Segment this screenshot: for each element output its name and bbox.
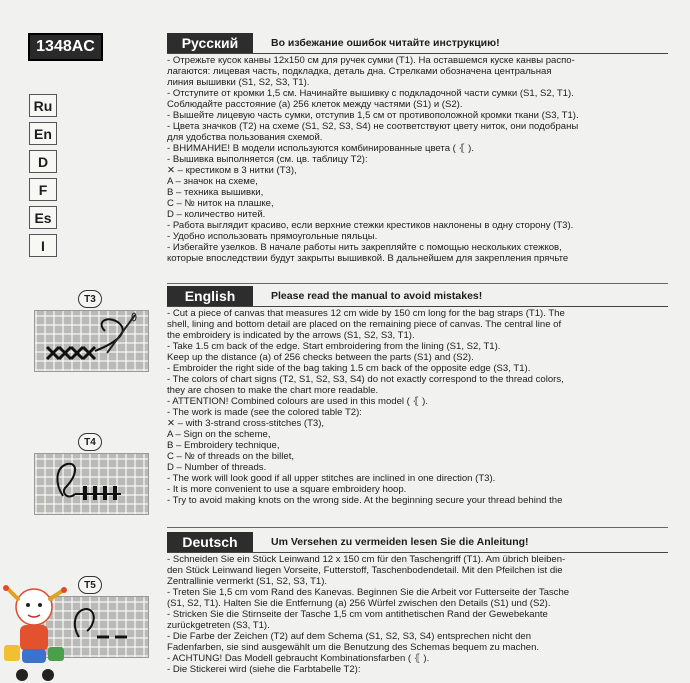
t5-label: T5 (78, 576, 102, 594)
body-line: Fadenfarben, sie sind ausgewählt um die Benutzung des Schemas bequem zu machen. (167, 642, 540, 653)
body-line: - Die Stickerei wird (siehe die Farbtabelle T2): (167, 664, 361, 675)
body-line: - Take 1.5 cm back of the edge. Start embroidering from the lining (S1, S2, T1). (167, 341, 501, 352)
section-body (167, 554, 668, 675)
section-body (167, 308, 668, 506)
body-line: - Schneiden Sie ein Stück Leinwand 12 x 150 cm für den Taschengriff (T1). Am übrich bleiben- (167, 554, 566, 565)
cross-stitch-diagram (34, 310, 149, 372)
body-line: ✕ – with 3-strand cross-stitches (T3), (167, 418, 325, 429)
body-line: B – Embroidery technique, (167, 440, 280, 451)
body-line: B – техника вышивки, (167, 187, 264, 198)
body-line: shell, lining and bottom detail are placed on the remaining piece of canvas. The central line of (167, 319, 562, 330)
body-line: A – значок на схеме, (167, 176, 258, 187)
body-line: (S1, S2, T1). Halten Sie die Entfernung (a) 256 Würfel zwischen den Details (S1) und (S2). (167, 598, 551, 609)
section-russian (167, 33, 668, 264)
body-line: - Отступите от кромки 1,5 см. Начинайте вышивку с подкладочной части сумки (S1, S2, T1). (167, 88, 574, 99)
lang-fr[interactable]: F (29, 178, 57, 201)
body-line: - Избегайте узелков. В начале работы нить закрепляйте с помощью нескольких стежков, (167, 242, 562, 253)
body-line: - The work is made (see the colored table T2): (167, 407, 362, 418)
body-line: - Treten Sie 1,5 cm vom Rand des Kanevas. Beginnen Sie die Arbeit vor Futterseite der Tasche (167, 587, 570, 598)
body-line: - The work will look good if all upper stitches are inclined in one direction (T3). (167, 473, 496, 484)
body-line: - Cut a piece of canvas that measures 12 cm wide by 150 cm long for the bag straps (T1). The (167, 308, 565, 319)
body-line: A – Sign on the scheme, (167, 429, 271, 440)
t3-label: T3 (78, 290, 102, 308)
body-line: - Try to avoid making knots on the wrong side. At the beginning secure your thread behind the (167, 495, 563, 506)
tab-russian[interactable]: Русский (167, 33, 253, 53)
body-line: they are chosen to make the chart more readable. (167, 385, 379, 396)
body-line: лагаются: лицевая часть, подкладка, деталь дна. Стрелками обозначена центральная (167, 66, 552, 77)
section-german (167, 532, 668, 675)
body-line: C – № of threads on the billet, (167, 451, 294, 462)
body-line: - The colors of chart signs (T2, S1, S2, S3, S4) do not exactly correspond to the thread colors, (167, 374, 564, 385)
lang-it[interactable]: I (29, 234, 57, 257)
body-line: для удобства пользования схемой. (167, 132, 323, 143)
body-line: den Stück Leinwand liegen Vorseite, Futterstoff, Taschenbodendetail. Mit den Pfeilchen ist die (167, 565, 563, 576)
body-line: D – количество нитей. (167, 209, 266, 220)
section-title: Во избежание ошибок читайте инструкцию! (271, 37, 500, 49)
body-line: - Отрежьте кусок канвы 12х150 см для ручек сумки (T1). На оставшемся куске канвы распо- (167, 55, 575, 66)
t4-label: T4 (78, 433, 102, 451)
lang-es[interactable]: Es (29, 206, 57, 229)
body-line: C – № ниток на плашке, (167, 198, 274, 209)
half-cross-diagram (34, 453, 149, 515)
body-line: - Embroider the right side of the bag taking 1.5 cm back of the opposite edge (S3, T1). (167, 363, 531, 374)
body-line: - ВНИМАНИЕ! В модели используются комбинированные цвета ( ⦃ ). (167, 143, 474, 154)
tab-english[interactable]: English (167, 286, 253, 306)
body-line: Соблюдайте расстояние (a) 256 клеток между частями (S1) и (S2). (167, 99, 463, 110)
section-separator (167, 527, 668, 528)
body-line: zurückgetreten (S3, T1). (167, 620, 270, 631)
body-line: - Цвета значков (T2) на схеме (S1, S2, S3, S4) не соответствуют цвету ниток, они подобраны (167, 121, 579, 132)
section-separator (167, 283, 668, 284)
section-english (167, 286, 668, 506)
lang-en[interactable]: En (29, 122, 57, 145)
body-line: - Работа выглядит красиво, если верхние стежки крестиков наклонены в одну сторону (T3). (167, 220, 574, 231)
body-line: D – Number of threads. (167, 462, 267, 473)
section-divider (167, 552, 668, 553)
language-list (29, 94, 59, 262)
section-divider (167, 306, 668, 307)
needle-thread-icon (35, 311, 148, 371)
body-line: Zentrallinie vermerkt (S1, S2, S3, T1). (167, 576, 328, 587)
body-line: ✕ – крестиком в 3 нитки (T3), (167, 165, 297, 176)
body-line: Keep up the distance (a) of 256 checks between the parts (S1) and (S2). (167, 352, 474, 363)
body-line: - Die Farbe der Zeichen (T2) auf dem Schema (S1, S2, S3, S4) entsprechen nicht den (167, 631, 532, 642)
body-line: - Вышейте лицевую часть сумки, отступив 1,5 см от противоположной кромки ткани (S3, T1). (167, 110, 579, 121)
body-line: которые впоследствии будут закрыты вышивкой. В дальнейшем для закрепления прячьте (167, 253, 569, 264)
section-divider (167, 53, 668, 54)
body-line: - Вышивка выполняется (см. цв. таблицу T2): (167, 154, 368, 165)
body-line: - Stricken Sie die Stirnseite der Tasche 1,5 cm vom antithetischen Rand der Gewebekante (167, 609, 548, 620)
product-code: 1348AC (28, 33, 103, 61)
lang-de[interactable]: D (29, 150, 57, 173)
section-body (167, 55, 668, 264)
section-title: Please read the manual to avoid mistakes! (271, 290, 483, 302)
body-line: - It is more convenient to use a square embroidery hoop. (167, 484, 407, 495)
section-title: Um Versehen zu vermeiden lesen Sie die Anleitung! (271, 536, 529, 548)
girl-mascot-icon (0, 585, 78, 683)
body-line: - ACHTUNG! Das Modell gebraucht Kombinationsfarben ( ⦃ ). (167, 653, 430, 664)
tab-german[interactable]: Deutsch (167, 532, 253, 552)
body-line: - ATTENTION! Combined colours are used in this model ( ⦃ ). (167, 396, 428, 407)
body-line: the embroidery is indicated by the arrows (S1, S2, S3, T1). (167, 330, 415, 341)
body-line: - Удобно использовать прямоугольные пяльцы. (167, 231, 378, 242)
thread-loop-icon (35, 454, 148, 514)
lang-ru[interactable]: Ru (29, 94, 57, 117)
body-line: линия вышивки (S1, S2, S3, T1). (167, 77, 310, 88)
